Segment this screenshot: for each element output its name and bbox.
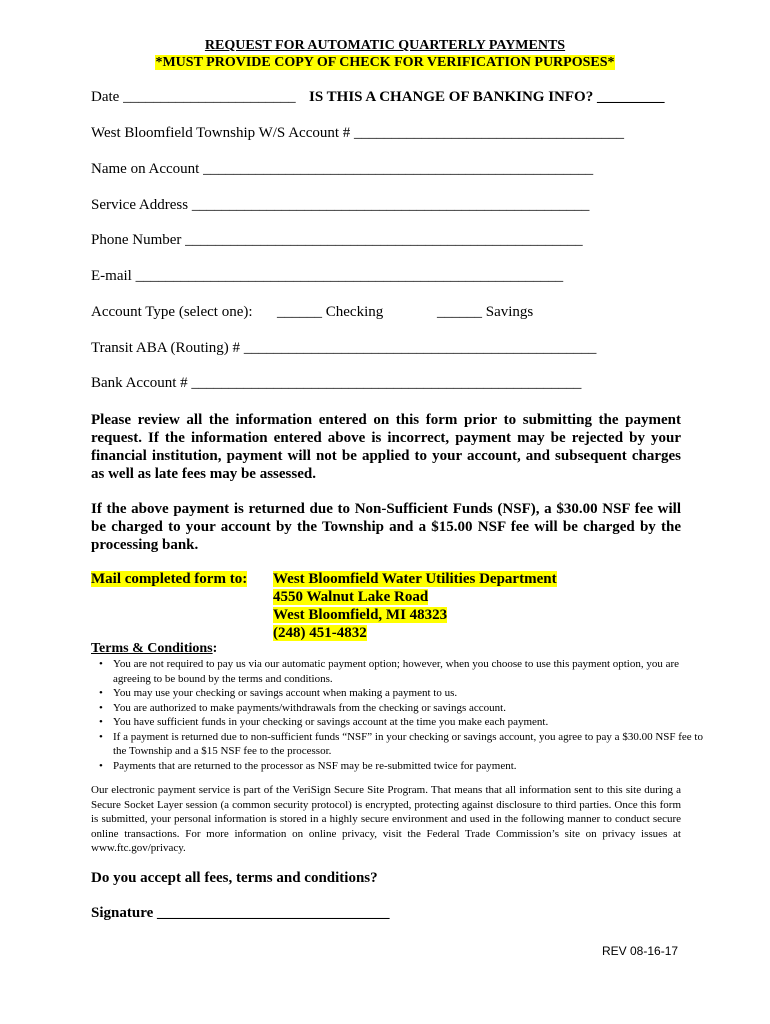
email-field[interactable]: _________________________________________________________ (135, 268, 564, 284)
terms-heading-text: Terms & Conditions (91, 641, 213, 656)
signature-label: Signature (91, 905, 154, 921)
date-row (91, 89, 296, 106)
routing-number-row (91, 340, 596, 357)
bank-account-label: Bank Account # (91, 375, 188, 391)
name-on-account-label: Name on Account (91, 161, 200, 177)
mail-phone (273, 625, 367, 642)
email-row (91, 268, 563, 285)
list-item: • You are authorized to make payments/withdrawals from the checking or savings account. (113, 701, 705, 716)
mail-address-line-2-text: 4550 Walnut Lake Road (273, 589, 429, 605)
savings-field[interactable]: ______ (437, 304, 482, 320)
service-address-label: Service Address (91, 197, 189, 213)
savings-label: Savings (485, 304, 534, 320)
service-address-row (91, 197, 589, 214)
bank-account-field[interactable]: ____________________________________________________ (191, 375, 582, 391)
email-label: E-mail (91, 268, 132, 284)
change-banking-row (309, 89, 664, 106)
phone-number-label: Phone Number (91, 232, 182, 248)
checking-label: Checking (325, 304, 384, 320)
list-item: • Payments that are returned to the processor as NSF may be re-submitted twice for payment. (113, 759, 705, 774)
terms-heading-colon: : (212, 641, 218, 656)
phone-number-row (91, 232, 583, 249)
mail-address-line-1 (273, 571, 557, 588)
savings-option[interactable] (437, 304, 533, 321)
bank-account-row (91, 375, 581, 392)
mail-address-line-3-text: West Bloomfield, MI 48323 (273, 607, 448, 623)
change-banking-label: IS THIS A CHANGE OF BANKING INFO? (309, 89, 594, 105)
service-address-field[interactable]: _____________________________________________________ (191, 197, 590, 213)
privacy-paragraph: Our electronic payment service is part of the VeriSign Secure Site Program. That means that all information sent to this site during a Secure Socket Layer session (a common security protocol) is encrypted, protecting against disclosure to third parties. Once this form is submitted, your personal information is stored in a highly secure environment and used in the following manner to conduct secure online transactions. For more information on online privacy, visit the Federal Trade Commission’s site on privacy issues at www.ftc.gov/privacy. (91, 784, 681, 854)
signature-row (91, 905, 389, 922)
change-banking-field[interactable]: _________ (596, 89, 665, 105)
terms-list (91, 657, 705, 773)
phone-number-field[interactable]: _____________________________________________________ (185, 232, 583, 248)
revision-label: REV 08-16-17 (602, 944, 679, 958)
checking-option[interactable] (277, 304, 383, 321)
mail-address-line-2 (273, 589, 428, 606)
form-subtitle (0, 55, 770, 71)
mail-label (91, 571, 247, 588)
routing-number-label: Transit ABA (Routing) # (91, 340, 241, 356)
form-title: REQUEST FOR AUTOMATIC QUARTERLY PAYMENTS (204, 38, 566, 53)
list-item: • You may use your checking or savings account when making a payment to us. (113, 686, 705, 701)
mail-phone-text: (248) 451-4832 (273, 625, 367, 641)
subtitle-highlight: *MUST PROVIDE COPY OF CHECK FOR VERIFICATION PURPOSES* (155, 55, 615, 70)
mail-address-line-1-text: West Bloomfield Water Utilities Department (273, 571, 557, 587)
name-on-account-field[interactable]: ____________________________________________________ (203, 161, 594, 177)
list-item: • If a payment is returned due to non-sufficient funds “NSF” in your checking or savings account, you agree to pay a $30.00 NSF fee to the Township and a $15 NSF fee to the processor. (113, 730, 705, 759)
mail-label-text: Mail completed form to: (91, 571, 248, 587)
signature-field[interactable]: _______________________________ (156, 905, 390, 921)
list-item: • You are not required to pay us via our automatic payment option; however, when you choose to use this payment option, you are agreeing to be bound by the terms and conditions. (113, 657, 705, 686)
list-item: • You have sufficient funds in your checking or savings account at the time you make each payment. (113, 715, 705, 730)
account-type-label: Account Type (select one): (91, 304, 253, 320)
nsf-notice: If the above payment is returned due to Non-Sufficient Funds (NSF), a $30.00 NSF fee will be charged to your account by the Township and a $15.00 NSF fee will be charged by the processing bank. (91, 501, 681, 553)
account-number-label: West Bloomfield Township W/S Account # (91, 125, 351, 141)
mail-address-line-3 (273, 607, 447, 624)
terms-heading (91, 641, 217, 657)
account-number-row (91, 125, 624, 142)
date-field[interactable]: _______________________ (123, 89, 296, 105)
date-label: Date (91, 89, 120, 105)
accept-question: Do you accept all fees, terms and conditions? (91, 870, 378, 886)
account-number-field[interactable]: ____________________________________ (354, 125, 625, 141)
routing-number-field[interactable]: _______________________________________________ (243, 340, 597, 356)
name-on-account-row (91, 161, 593, 178)
review-notice: Please review all the information entered on this form prior to submitting the payment request. If the information entered above is incorrect, payment may be rejected by your financial institution, payment will not be applied to your account, and subsequent charges as well as late fees may be assessed. (91, 412, 681, 482)
checking-field[interactable]: ______ (277, 304, 322, 320)
